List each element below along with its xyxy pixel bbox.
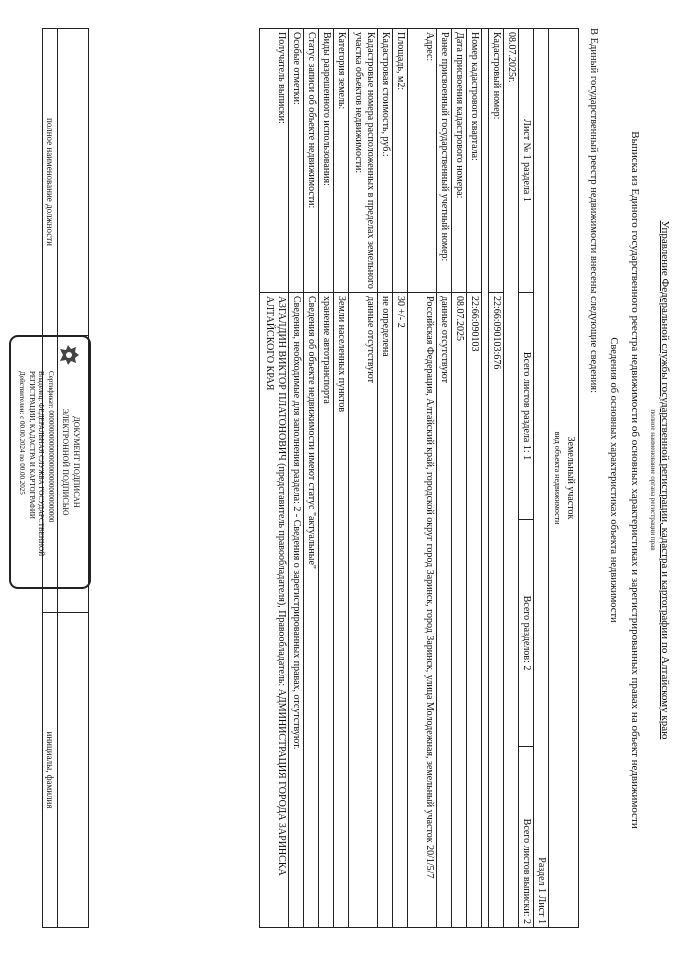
table-row <box>408 29 437 928</box>
row-label: Виды разрешенного использования: <box>319 29 334 293</box>
row-label: Адрес: <box>408 29 437 293</box>
row-label: Ранее присвоенный государственный учетный номер: <box>437 29 452 293</box>
table-row <box>260 29 289 928</box>
row-label: Особые отметки: <box>289 29 304 293</box>
row-value: 08.07.2025 <box>452 293 467 928</box>
table-row <box>437 29 452 928</box>
table-row <box>519 29 534 928</box>
table-row <box>304 29 319 928</box>
row-value: данные отсутствуют <box>437 293 452 928</box>
row-label: Площадь, м2: <box>393 29 408 293</box>
row-value: не определена <box>378 293 393 928</box>
intro-text: В Единый государственный реестр недвижимости внесены следующие сведения: <box>588 28 599 394</box>
row-value: Сведения об объекте недвижимости имеют статус "актуальные" <box>304 293 319 928</box>
extract-date: 08.07.2025г. <box>504 29 519 928</box>
spacer-row <box>482 29 489 928</box>
row-label: Получатель выписки: <box>260 29 289 293</box>
row-value: 30 +/- 2 <box>393 293 408 928</box>
table-row <box>549 29 564 928</box>
row-label: Кадастровая стоимость, руб.: <box>378 29 393 293</box>
sheet-number: Лист № 1 раздела 1 <box>519 29 534 293</box>
sheets-total: Всего листов выписки: 2 <box>519 747 534 928</box>
row-value: хранение автотранспорта <box>319 293 334 928</box>
object-type-caption: вид объекта недвижимости <box>549 29 564 928</box>
object-type-name: Земельный участок <box>565 436 576 520</box>
stamp-certificate: Сертификат: 00000000000000000000000000000000 <box>47 371 55 523</box>
row-label: Номер кадастрового квартала: <box>467 29 482 293</box>
stamp-owner-line2: РЕГИСТРАЦИИ, КАДАСТРА И КАРТОГРАФИИ <box>28 371 36 519</box>
agency-name: Управление Федеральной службы государственной регистрации, кадастра и картографии по Алтайскому краю <box>659 220 671 740</box>
row-label: Категория земель: <box>334 29 349 293</box>
initials-field <box>58 613 89 928</box>
table-row <box>482 29 489 928</box>
stamp-owner-line1: Владелец: ФЕДЕРАЛЬНАЯ СЛУЖБА ГОСУДАРСТВЕННОЙ <box>37 371 45 557</box>
table-row <box>489 29 504 928</box>
extract-title: Выписка из Единого государственного реестра недвижимости об основных характеристиках и зарегистрированных правах на объект недвижимости <box>629 131 641 829</box>
row-value: АЗГАЛДИН ВИКТОР ПЛАТОНОВИЧ (представитель правообладателя), Правообладатель: АДМИНИСТРАЦИЯ ГОРОДА ЗАРИНСКА АЛТАЙСКОГО КРАЯ <box>260 293 289 928</box>
section-page: Раздел 1 Лист 1 <box>534 29 549 928</box>
position-field <box>58 29 89 336</box>
table-row <box>534 29 549 928</box>
initials-caption: инициалы, фамилия <box>42 613 57 928</box>
table-row <box>563 29 579 928</box>
sheets-in-section: Всего листов раздела 1: 1 <box>519 293 534 520</box>
section-title: Сведения об основных характеристиках объекта недвижимости <box>608 337 619 623</box>
stamp-validity: Действителен: с 00.00.2024 по 00.00.2025 <box>18 371 26 495</box>
table-row <box>467 29 482 928</box>
row-value: Сведения, необходимые для заполнения раздела: 2 - Сведения о зарегистрированных правах, отсутствуют. <box>289 293 304 928</box>
cadastral-value: 22:66:090103:676 <box>489 293 504 928</box>
agency-caption: полное наименование органа регистрации прав <box>649 409 657 551</box>
characteristics-table <box>259 28 579 928</box>
row-value: данные отсутствуют <box>349 293 378 928</box>
table-row <box>289 29 304 928</box>
object-type-cell <box>563 29 579 928</box>
table-row <box>452 29 467 928</box>
table-row <box>393 29 408 928</box>
table-row <box>504 29 519 928</box>
table-row <box>349 29 378 928</box>
row-value: 22:66:090103 <box>467 293 482 928</box>
table-row <box>319 29 334 928</box>
row-value: Земли населенных пунктов <box>334 293 349 928</box>
cadastral-label: Кадастровый номер: <box>489 29 504 293</box>
electronic-signature-stamp <box>9 335 91 589</box>
stamp-line1: ДОКУМЕНТ ПОДПИСАН <box>72 416 81 508</box>
position-caption: полное наименование должности <box>42 29 57 336</box>
sections-total: Всего разделов: 2 <box>519 520 534 747</box>
row-label: Статус записи об объекте недвижимости: <box>304 29 319 293</box>
row-label: Кадастровые номера расположенных в пределах земельного участка объектов недвижимости: <box>349 29 378 293</box>
table-row <box>334 29 349 928</box>
table-row <box>378 29 393 928</box>
row-label: Дата присвоения кадастрового номера: <box>452 29 467 293</box>
row-value: Российская Федерация, Алтайский край, городской округ город Заринск, город Заринск, улица Молодежная, земельный участок 20/1/5/7 <box>408 293 437 928</box>
stamp-line2: ЭЛЕКТРОННОЙ ПОДПИСЬЮ <box>61 408 70 516</box>
